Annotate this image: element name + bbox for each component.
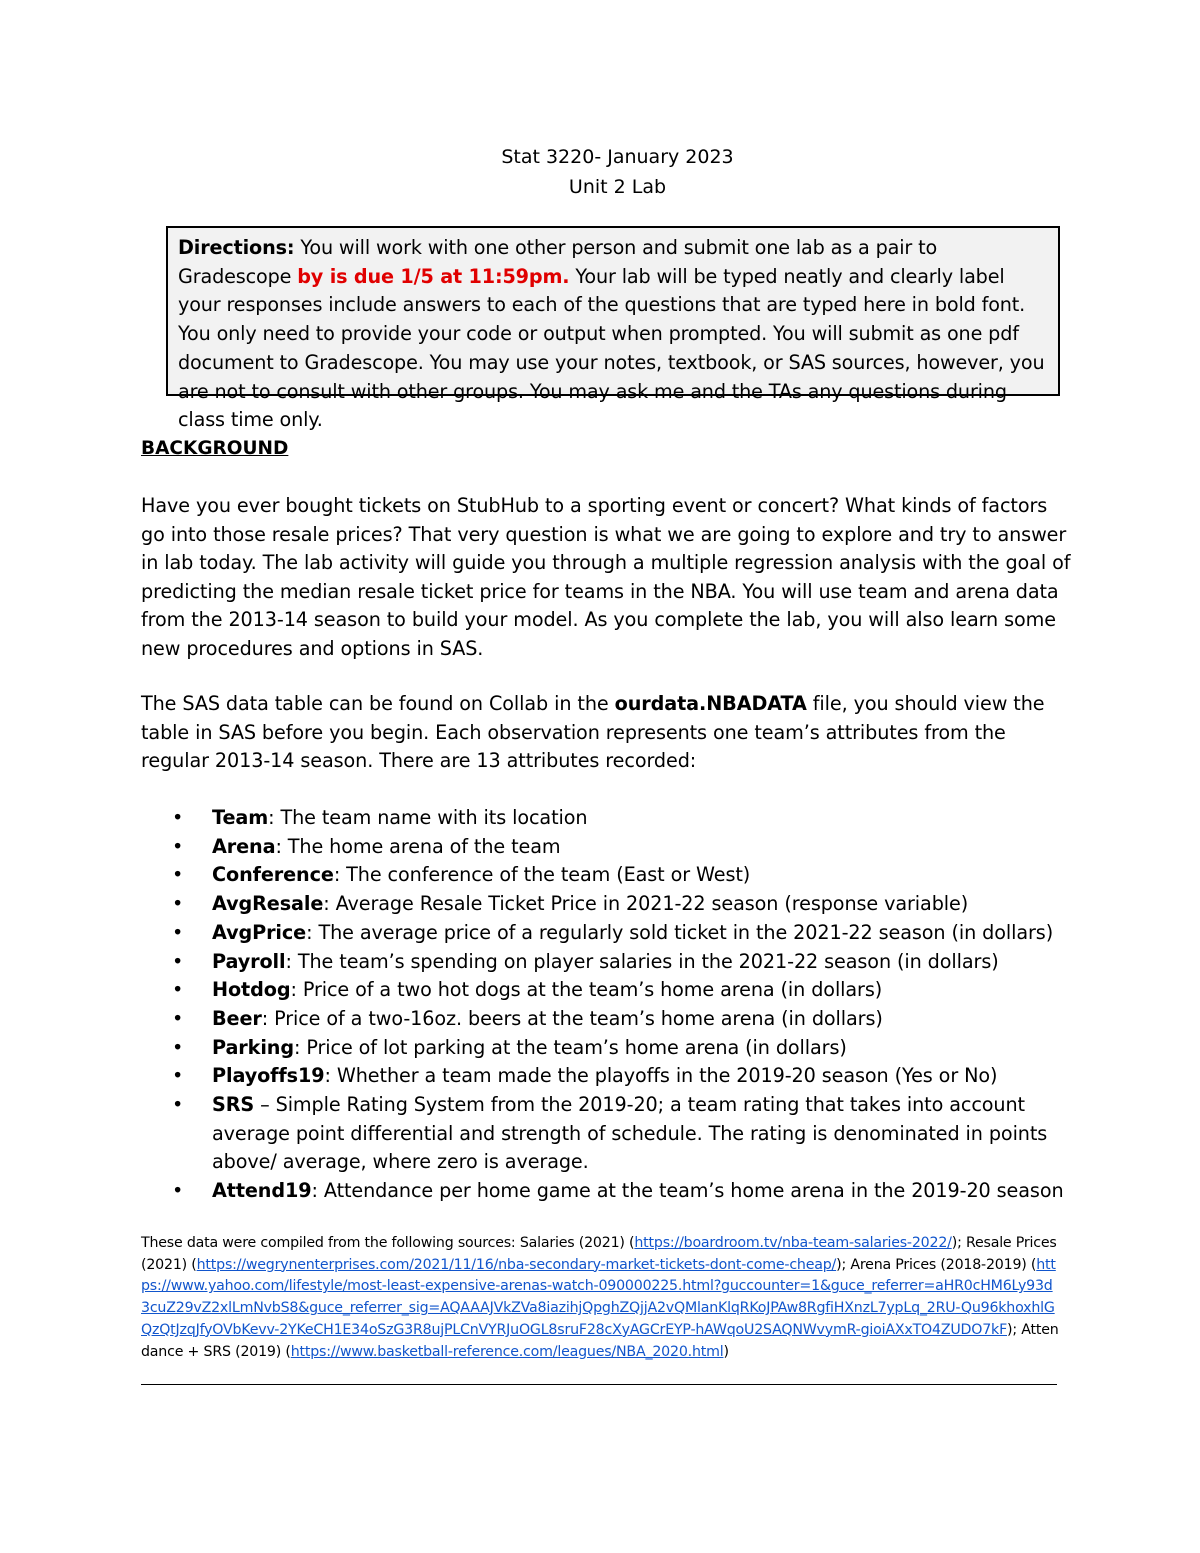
attribute-description: : Price of a two-16oz. beers at the team’s home arena (in dollars) <box>261 1006 883 1030</box>
attribute-list <box>141 804 1071 1206</box>
bullet-icon: • <box>172 863 184 887</box>
attribute-description: : Price of a two hot dogs at the team’s home arena (in dollars) <box>290 978 883 1002</box>
attribute-name: Arena <box>212 834 276 858</box>
bullet-icon: • <box>172 1093 184 1117</box>
attribute-description: : Attendance per home game at the team’s home arena in the 2019-20 season <box>311 1179 1064 1203</box>
attribute-name: Payroll <box>212 949 286 973</box>
attribute-name: Parking <box>212 1035 294 1059</box>
list-item <box>141 804 1071 833</box>
bullet-icon: • <box>172 978 184 1002</box>
list-item <box>141 919 1071 948</box>
bullet-icon: • <box>172 949 184 973</box>
salaries-source-link[interactable]: https://boardroom.tv/nba-team-salaries-2022/ <box>634 1235 952 1251</box>
list-item <box>141 833 1071 862</box>
list-item <box>141 976 1071 1005</box>
list-item <box>141 1177 1071 1206</box>
list-item <box>141 1091 1071 1177</box>
list-item <box>141 861 1071 890</box>
directions-box <box>166 226 1060 432</box>
directions-label: Directions <box>178 236 287 259</box>
para2-text-b: file, you should view the table in SAS before you begin. Each observation represents one team’s attributes from the regular 2013-14 season. There are 13 attributes recorded: <box>141 692 1045 773</box>
attendance-source-link[interactable]: https://www.basketball-reference.com/leagues/NBA_2020.html <box>290 1343 724 1360</box>
sources-footnote <box>141 1233 1061 1363</box>
attribute-description: : Price of lot parking at the team’s home arena (in dollars) <box>294 1035 847 1059</box>
attribute-description: – Simple Rating System from the 2019-20; a team rating that takes into account average point differential and strength of schedule. The rating is denominated in points above/ average, where zero is average. <box>212 1093 1048 1174</box>
attribute-name: Playoffs19 <box>212 1064 325 1088</box>
background-paragraph-1: Have you ever bought tickets on StubHub to a sporting event or concert? What kinds of factors go into those resale prices? That very question is what we are going to explore and try to answer in lab today. The lab activity will guide you through a multiple regression analysis with the goal of predicting the median resale ticket price for teams in the NBA. You will use team and arena data from the 2013-14 season to build your model. As you complete the lab, you will also learn some new procedures and options in SAS. <box>141 494 1071 660</box>
attribute-description: : Average Resale Ticket Price in 2021-22 season (response variable) <box>323 892 969 916</box>
arena-prices-source-link[interactable]: https://www.yahoo.com/lifestyle/most-least-expensive-arenas-watch-090000225.html?guccounter=1&guce_referrer=aHR0cHM6Ly93d3cuZ29vZ2xlLmNvbS8&guce_referrer_sig=AQAAAJVkZVa8iazihjQpghZQjjA2vQMlanKlqRKoJPAw8RgfiHXnzL7ypLq_2RU-Qu96khoxhlGQzQtJzqJfyOVbKevv-2YKeCH1E34oSzG3R8ujPLCnVYRJuOGL8sruF28cXyAGCrEYP-hAWqoU2SAQNWvymR-gioiAXxTO4ZUDO7kF <box>141 1256 1056 1338</box>
document-title: Stat 3220- January 2023 <box>501 146 734 168</box>
attribute-description: : The average price of a regularly sold ticket in the 2021-22 season (in dollars) <box>306 920 1054 944</box>
bullet-icon: • <box>172 1006 184 1030</box>
attribute-description: : The team’s spending on player salaries in the 2021-22 season (in dollars) <box>285 949 999 973</box>
bullet-icon: • <box>172 834 184 858</box>
attribute-name: Conference <box>212 863 334 887</box>
attribute-name: AvgPrice <box>212 920 307 944</box>
bullet-icon: • <box>172 1179 184 1203</box>
attribute-name: Attend19 <box>212 1179 312 1203</box>
resale-source-link[interactable]: https://wegrynenterprises.com/2021/11/16/nba-secondary-market-tickets-dont-come-cheap/ <box>196 1256 837 1273</box>
directions-colon: : <box>286 236 295 259</box>
list-item <box>141 948 1071 977</box>
attribute-name: Hotdog <box>212 978 291 1002</box>
background-heading: BACKGROUND <box>141 438 289 459</box>
attribute-description: : The home arena of the team <box>275 834 561 858</box>
directions-text-1: You will work with one other person and submit one lab as a pair to Gradescope <box>178 236 938 288</box>
attribute-name: SRS <box>212 1093 255 1117</box>
bullet-icon: • <box>172 892 184 916</box>
bullet-icon: • <box>172 1035 184 1059</box>
due-date-notice: by is due 1/5 at 11:59pm. <box>297 264 570 288</box>
sources-end: ) <box>723 1343 729 1360</box>
dataset-filename: ourdata.NBADATA <box>614 692 807 715</box>
sources-intro: These data were compiled from the following sources: Salaries (2021) ( <box>141 1235 635 1251</box>
document-subtitle: Unit 2 Lab <box>568 176 667 198</box>
attribute-description: : The conference of the team (East or West) <box>333 863 751 887</box>
list-item <box>141 1062 1071 1091</box>
bullet-icon: • <box>172 806 184 829</box>
sources-separator-2: ); Arena Prices (2018-2019) ( <box>836 1256 1037 1273</box>
attribute-name: AvgResale <box>212 892 324 916</box>
bullet-icon: • <box>172 920 184 944</box>
sources-separator-1: ); Resale Prices (2021) ( <box>141 1235 1057 1273</box>
background-paragraph-2 <box>141 690 1071 776</box>
sources-separator-3: ); Attendance + SRS (2019) ( <box>141 1321 1059 1360</box>
attribute-description: : The team name with its location <box>268 806 588 829</box>
footnote-divider <box>141 1384 1057 1385</box>
attribute-name: Beer <box>212 1006 262 1030</box>
attribute-name: Team <box>212 806 269 829</box>
list-item <box>141 1034 1071 1063</box>
attribute-description: : Whether a team made the playoffs in the 2019-20 season (Yes or No) <box>324 1064 998 1088</box>
list-item <box>141 1005 1071 1034</box>
list-item <box>141 890 1071 919</box>
directions-text-2: Your lab will be typed neatly and clearly label your responses include answers to each of the questions that are typed here in bold font. You only need to provide your code or output when prompted. You will submit as one pdf document to Gradescope. You may use your notes, textbook, or SAS sources, however, you are not to consult with other groups. You may ask me and the TAs any questions during class time only. <box>178 264 1045 432</box>
bullet-icon: • <box>172 1064 184 1088</box>
para2-text-a: The SAS data table can be found on Collab in the <box>141 692 615 715</box>
